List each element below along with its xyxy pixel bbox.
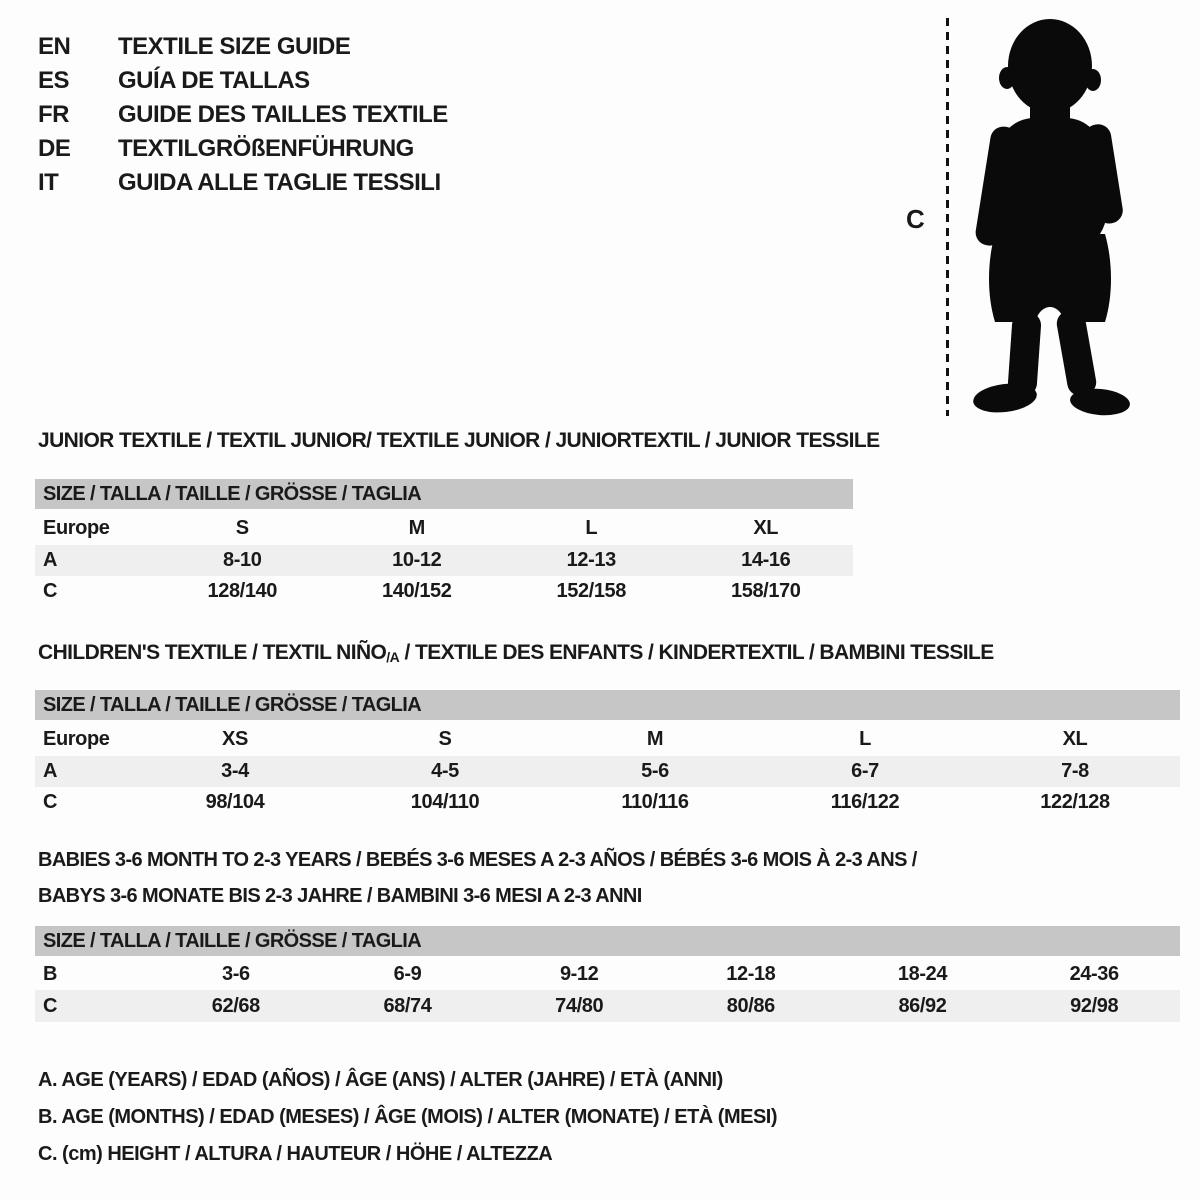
size-cell: L: [859, 727, 871, 750]
size-cell: XL: [753, 516, 779, 539]
age-cell: 7-8: [1061, 760, 1089, 782]
height-cell: 110/116: [621, 791, 689, 813]
height-cell: 158/170: [731, 580, 801, 602]
table-row-height-cm: [35, 990, 1180, 1022]
height-measure-dashed-line: [946, 18, 949, 416]
height-cell: 80/86: [726, 994, 775, 1017]
age-cell: 3-4: [221, 760, 249, 782]
height-cell: 68/74: [383, 994, 432, 1017]
height-cell: 86/92: [898, 994, 947, 1017]
age-cell: 6-9: [393, 962, 422, 985]
language-title: TEXTILGRÖßENFÜHRUNG: [118, 135, 414, 162]
row-label: Europe: [43, 516, 110, 539]
table-row-age-years: [35, 545, 853, 576]
children-title-prefix: CHILDREN'S TEXTILE / TEXTIL NIÑO: [38, 641, 387, 664]
children-title-suffix: / TEXTILE DES ENFANTS / KINDERTEXTIL / BAMBINI TESSILE: [399, 641, 994, 664]
language-code: ES: [38, 67, 70, 94]
toddler-silhouette-icon: [962, 14, 1138, 418]
children-size-table: [35, 690, 1180, 818]
junior-section-title: JUNIOR TEXTILE / TEXTIL JUNIOR/ TEXTILE JUNIOR / JUNIORTEXTIL / JUNIOR TESSILE: [38, 429, 880, 452]
size-cell: M: [408, 516, 425, 539]
language-row-it: [38, 166, 448, 200]
language-title: GUIDA ALLE TAGLIE TESSILI: [118, 169, 441, 196]
footnote-list: [38, 1062, 777, 1173]
height-cell: 122/128: [1040, 791, 1110, 813]
age-cell: 24-36: [1069, 962, 1119, 985]
babies-size-table: [35, 926, 1180, 1022]
size-cell: XL: [1062, 727, 1088, 750]
language-row-fr: [38, 98, 448, 132]
height-cell: 128/140: [207, 580, 277, 602]
age-cell: 12-13: [566, 549, 616, 571]
table-row-height-cm: [35, 576, 853, 607]
height-cell: 74/80: [555, 994, 604, 1017]
footnote-height-cm: C. (cm) HEIGHT / ALTURA / HAUTEUR / HÖHE / ALTEZZA: [38, 1143, 553, 1165]
language-code: FR: [38, 101, 69, 128]
language-code: EN: [38, 33, 71, 60]
junior-size-table: [35, 479, 853, 607]
age-cell: 14-16: [741, 549, 791, 571]
children-section-title: [38, 641, 994, 665]
height-cell: 92/98: [1070, 994, 1119, 1017]
babies-section-title: [38, 842, 917, 914]
size-cell: L: [585, 516, 598, 539]
size-header-band: SIZE / TALLA / TAILLE / GRÖSSE / TAGLIA: [35, 926, 1180, 958]
age-cell: 4-5: [431, 760, 459, 782]
row-label: A: [43, 549, 58, 571]
language-list: [38, 30, 448, 200]
language-code: DE: [38, 135, 71, 162]
size-cell: S: [438, 727, 452, 750]
age-cell: 3-6: [221, 962, 250, 985]
row-label: Europe: [43, 727, 110, 750]
height-cell: 62/68: [211, 994, 260, 1017]
footnote-age-years: A. AGE (YEARS) / EDAD (AÑOS) / ÂGE (ANS) / ALTER (JAHRE) / ETÀ (ANNI): [38, 1069, 723, 1091]
children-title-sub: /A: [386, 649, 400, 665]
age-cell: 6-7: [851, 760, 879, 782]
size-header-band: SIZE / TALLA / TAILLE / GRÖSSE / TAGLIA: [35, 690, 1180, 722]
row-label: B: [43, 962, 58, 985]
row-label: A: [43, 760, 58, 782]
height-cell: 116/122: [830, 791, 900, 813]
table-row-europe: [35, 722, 1180, 756]
size-header-band: SIZE / TALLA / TAILLE / GRÖSSE / TAGLIA: [35, 479, 853, 511]
language-code: IT: [38, 169, 59, 196]
table-row-europe: [35, 511, 853, 545]
age-cell: 5-6: [641, 760, 669, 782]
size-cell: S: [235, 516, 249, 539]
language-row-es: [38, 64, 448, 98]
size-cell: XS: [222, 727, 248, 750]
size-cell: M: [646, 727, 664, 750]
language-title: TEXTILE SIZE GUIDE: [118, 33, 351, 60]
height-measure-label: C: [906, 204, 925, 234]
language-title: GUÍA DE TALLAS: [118, 67, 310, 94]
footnote-age-months: B. AGE (MONTHS) / EDAD (MESES) / ÂGE (MOIS) / ALTER (MONATE) / ETÀ (MESI): [38, 1106, 778, 1128]
row-label: C: [43, 994, 58, 1017]
table-row-age-years: [35, 756, 1180, 787]
height-cell: 140/152: [382, 580, 452, 602]
age-cell: 12-18: [726, 962, 776, 985]
age-cell: 18-24: [897, 962, 948, 985]
babies-title-line2: BABYS 3-6 MONATE BIS 2-3 JAHRE / BAMBINI 3-6 MESI A 2-3 ANNI: [38, 885, 642, 907]
height-cell: 98/104: [205, 791, 265, 813]
age-cell: 8-10: [223, 549, 262, 571]
language-row-en: [38, 30, 448, 64]
age-cell: 9-12: [559, 962, 599, 985]
height-cell: 104/110: [410, 791, 480, 813]
language-row-de: [38, 132, 448, 166]
table-row-height-cm: [35, 787, 1180, 818]
row-label: C: [43, 580, 58, 602]
language-title: GUIDE DES TAILLES TEXTILE: [118, 101, 448, 128]
age-cell: 10-12: [392, 549, 442, 571]
height-cell: 152/158: [556, 580, 626, 602]
table-row-age-months: [35, 958, 1180, 990]
row-label: C: [43, 791, 58, 813]
babies-title-line1: BABIES 3-6 MONTH TO 2-3 YEARS / BEBÉS 3-6 MESES A 2-3 AÑOS / BÉBÉS 3-6 MOIS À 2-3 ANS /: [38, 849, 917, 871]
